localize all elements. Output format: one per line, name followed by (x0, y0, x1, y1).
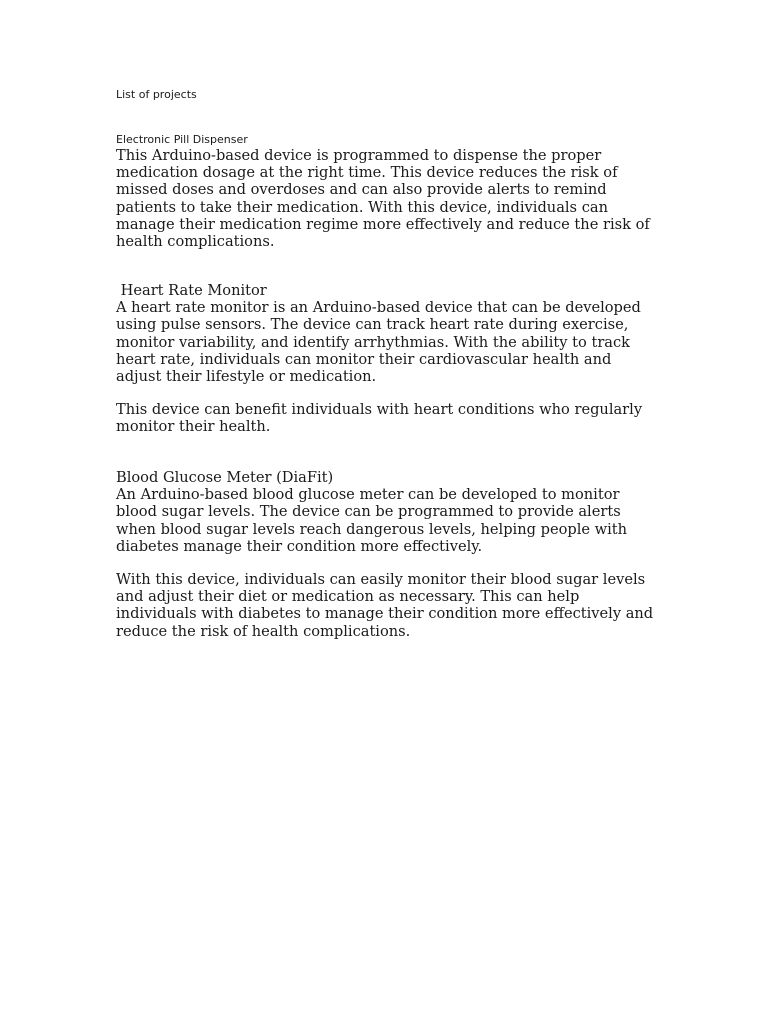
section-heart-rate-monitor (116, 282, 661, 436)
section-heading: Electronic Pill Dispenser (116, 133, 248, 146)
section-blood-glucose-meter (116, 469, 661, 640)
section-paragraph: A heart rate monitor is an Arduino-based device that can be developed using pulse sensors. The device can track heart rate during exercise, monitor variability, and identify arrhythmias. With the ability to track heart rate, individuals can monitor their cardiovascular health and adjust their lifestyle or medication. (116, 299, 641, 386)
section-heading: Blood Glucose Meter (DiaFit) (116, 469, 334, 486)
section-paragraph: With this device, individuals can easily monitor their blood sugar levels and adjust their diet or medication as necessary. This can help individuals with diabetes to manage their condition more effectively and reduce the risk of health complications. (116, 571, 654, 640)
section-paragraph: This Arduino-based device is programmed to dispense the proper medication dosage at the right time. This device reduces the risk of missed doses and overdoses and can also provide alerts to remind patients to take their medication. With this device, individuals can manage their medication regime more effectively and reduce the risk of health complications. (116, 147, 650, 251)
section-paragraph: This device can benefit individuals with heart conditions who regularly monitor their health. (116, 401, 643, 436)
section-heading: Heart Rate Monitor (116, 282, 267, 299)
section-paragraph: An Arduino-based blood glucose meter can be developed to monitor blood sugar levels. The device can be programmed to provide alerts when blood sugar levels reach dangerous levels, helping people with diabetes manage their condition more effectively. (116, 486, 628, 555)
section-electronic-pill-dispenser (116, 133, 661, 250)
document-title: List of projects (116, 88, 197, 101)
